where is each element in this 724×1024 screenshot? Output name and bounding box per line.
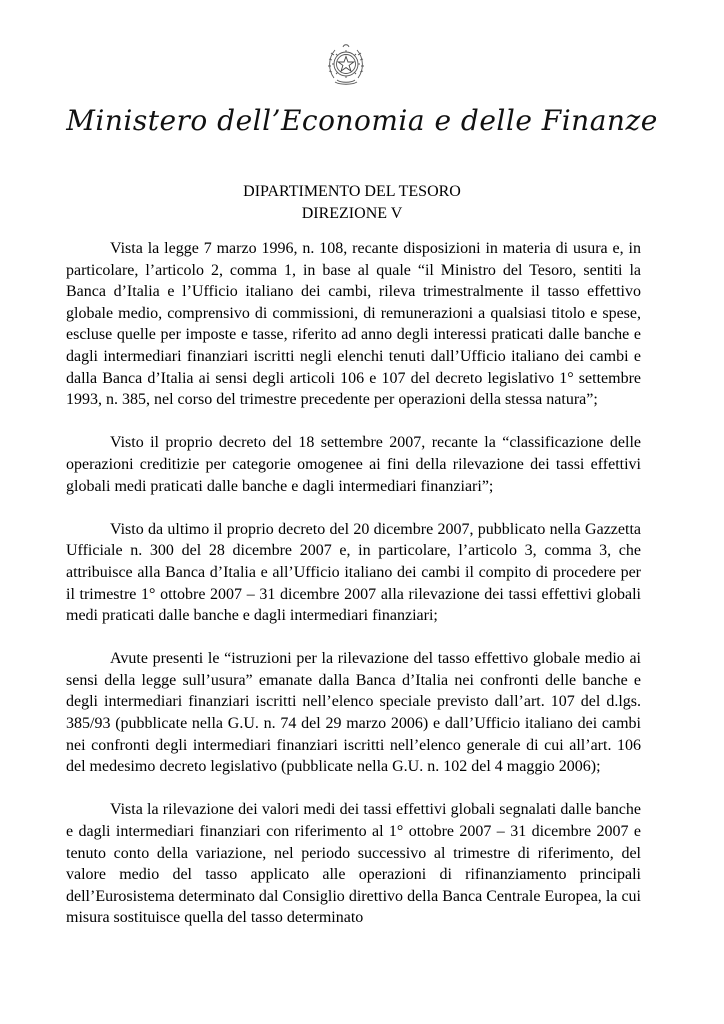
paragraph-decreto-18-settembre: Visto il proprio decreto del 18 settembre 2007, recante la “classificazione delle operazioni creditizie per categorie omogenee ai fini della rilevazione dei tassi effettivi globali medi praticati dalle banche e dagli intermediari finanziari”; <box>66 434 641 495</box>
department-heading <box>0 181 704 225</box>
star-icon <box>338 57 354 72</box>
paragraph-rilevazione: Vista la rilevazione dei valori medi dei tassi effettivi globali segnalati dalle banche e dagli intermediari finanziari con riferimento al 1° ottobre 2007 – 31 dicembre 2007 e tenuto conto della variazione, nel periodo successivo al trimestre di riferimento, del valore medio del tasso applicato alle operazioni di rifinanziamento principali dell’Eurosistema determinato dal Consiglio direttivo della Banca Centrale Europea, la cui misura sostituisce quella del tasso determinato <box>66 801 641 927</box>
directorate-name: DIREZIONE V <box>301 205 403 222</box>
paragraph-legge-108: Vista la legge 7 marzo 1996, n. 108, recante disposizioni in materia di usura e, in particolare, l’articolo 2, comma 1, in base al quale “il Ministro del Tesoro, sentiti la Banca d’Italia e l’Ufficio italiano dei cambi, rileva trimestralmente il tasso effettivo globale medio, comprensivo di commissioni, di remunerazioni a qualsiasi titolo e spese, escluse quelle per imposte e tasse, riferito ad anno degli interessi praticati dalle banche e dagli intermediari finanziari iscritti negli elenchi tenuti dall’Ufficio italiano dei cambi e dalla Banca d’Italia ai sensi degli articoli 106 e 107 del decreto legislativo 1° settembre 1993, n. 385, nel corso del trimestre precedente per operazioni della stessa natura”; <box>66 240 641 409</box>
document-body <box>66 238 641 951</box>
paragraph-decreto-20-dicembre: Visto da ultimo il proprio decreto del 20 dicembre 2007, pubblicato nella Gazzetta Ufficiale n. 300 del 28 dicembre 2007 e, in particolare, l’articolo 3, comma 3, che attribuisce alla Banca d’Italia e all’Ufficio italiano dei cambi il compito di procedere per il trimestre 1° ottobre 2007 – 31 dicembre 2007 alla rilevazione dei tassi effettivi globali medi praticati dalle banche e dagli intermediari finanziari; <box>66 520 641 625</box>
paragraph-istruzioni: Avute presenti le “istruzioni per la rilevazione del tasso effettivo globale medio ai sensi della legge sull’usura” emanate dalla Banca d’Italia nei confronti delle banche e degli intermediari finanziari iscritti nell’elenco speciale previsto dall’art. 107 del d.lgs. 385/93 (pubblicate nella G.U. n. 74 del 29 marzo 2006) e dall’Ufficio italiano dei cambi nei confronti degli intermediari finanziari iscritti nell’elenco generale di cui all’art. 106 del medesimo decreto legislativo (pubblicate nella G.U. n. 102 del 4 maggio 2006); <box>66 650 641 776</box>
republic-emblem-icon <box>326 42 366 88</box>
department-name: DIPARTIMENTO DEL TESORO <box>243 183 461 200</box>
ministry-title: Ministero dell’Economia e delle Finanze <box>66 104 658 137</box>
